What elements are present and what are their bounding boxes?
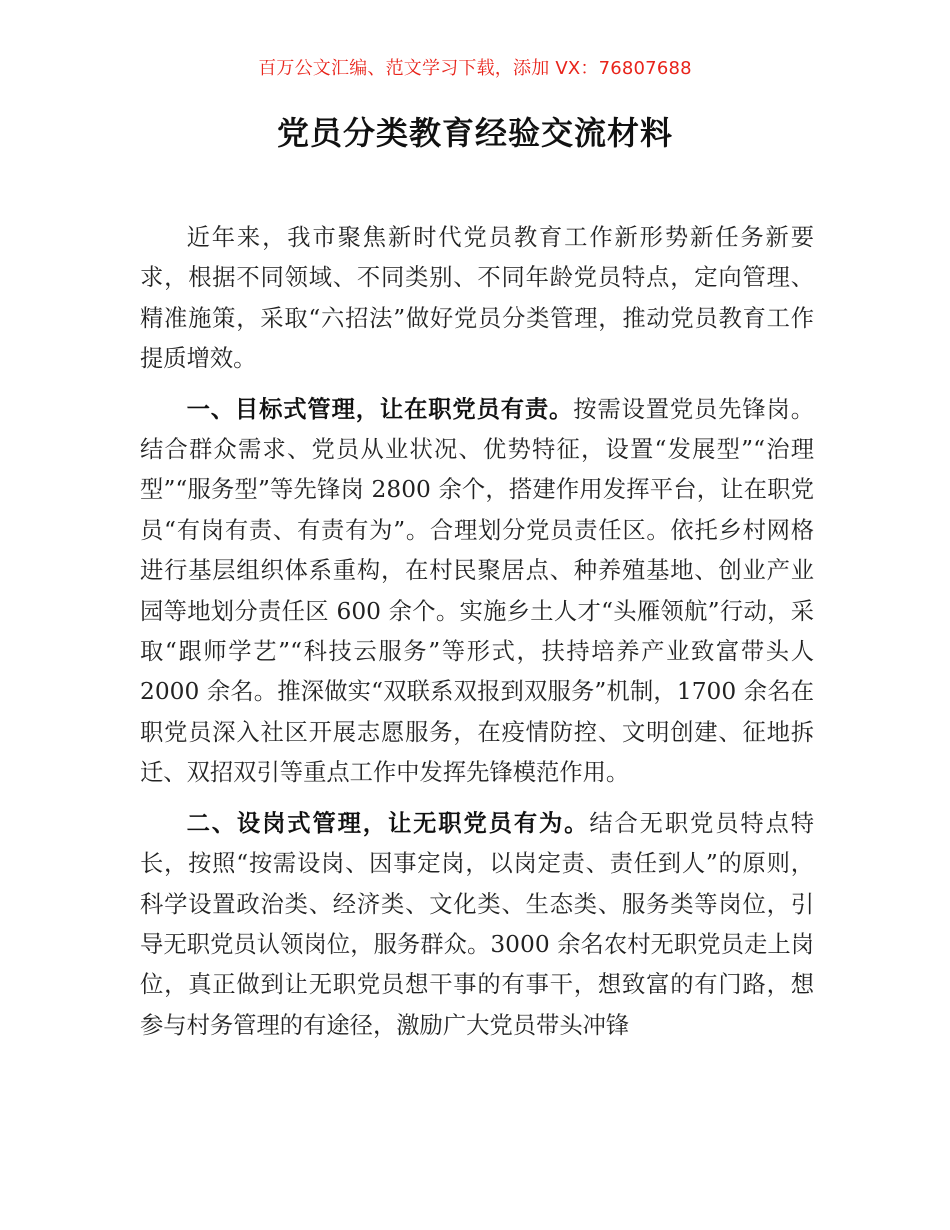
paragraph-text: 结合无职党员特点特长，按照“按需设岗、因事定岗，以岗定责、责任到人”的原则，科学设置政治类、经济类、文化类、生态类、服务类等岗位，引导无职党员认领岗位，服务群众。3000 余名农村无职党员走上岗位，真正做到让无职党员想干事的有事干，想致富的有门路，想参与村务管理的有途径，激励广大党员带头冲锋 <box>140 809 815 1039</box>
document-body <box>140 218 814 1056</box>
section-paragraph-2 <box>140 804 814 1046</box>
intro-paragraph <box>140 218 814 380</box>
section-heading-1: 一、目标式管理，让在职党员有责。 <box>186 395 574 423</box>
section-paragraph-1 <box>140 390 814 794</box>
document-title: 党员分类教育经验交流材料 <box>276 114 673 152</box>
paragraph-text: 近年来，我市聚焦新时代党员教育工作新形势新任务新要求，根据不同领域、不同类别、不同年龄党员特点，定向管理、精准施策，采取“六招法”做好党员分类管理，推动党员教育工作提质增效。 <box>140 224 814 373</box>
watermark-banner: 百万公文汇编、范文学习下载，添加 VX：76807688 <box>258 58 692 79</box>
paragraph-text: 按需设置党员先锋岗。结合群众需求、党员从业状况、优势特征，设置“发展型”“治理型”“服务型”等先锋岗 2800 余个，搭建作用发挥平台，让在职党员“有岗有责、有责有为”。合理划分党员责任区。依托乡村网格进行基层组织体系重构，在村民聚居点、种养殖基地、创业产业园等地划分责任区 600 余个。实施乡土人才“头雁领航”行动，采取“跟师学艺”“科技云服务”等形式，扶持培养产业致富带头人 2000 余名。推深做实“双联系双报到双服务”机制，1700 余名在职党员深入社区开展志愿服务，在疫情防控、文明创建、征地拆迁、双招双引等重点工作中发挥先锋模范作用。 <box>140 395 815 787</box>
section-heading-2: 二、设岗式管理，让无职党员有为。 <box>186 809 590 837</box>
